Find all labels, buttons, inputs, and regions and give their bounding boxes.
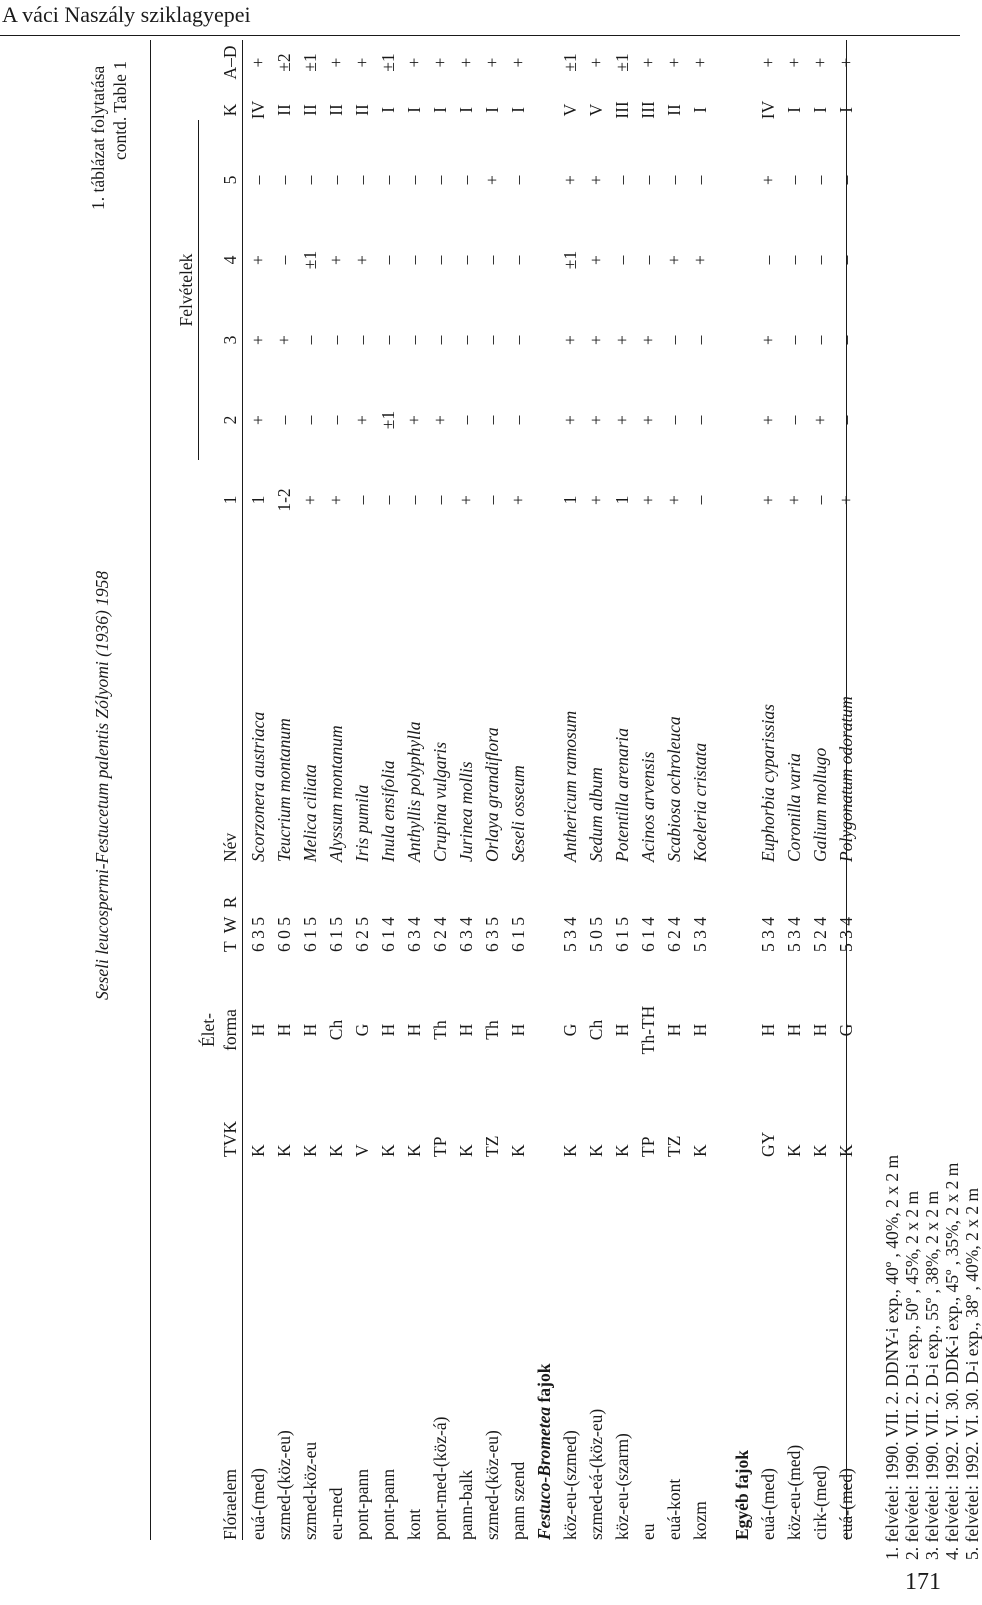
cell-k: V bbox=[586, 103, 606, 117]
cell-name: Galium mollugo bbox=[810, 747, 830, 862]
cell-v2: – bbox=[836, 415, 856, 425]
cell-flora: szmed-(köz-eu) bbox=[482, 1430, 502, 1540]
cell-ad: ±1 bbox=[560, 53, 580, 72]
cell-v5: – bbox=[664, 175, 684, 185]
header-f2: 2 bbox=[220, 415, 240, 425]
cell-twr: 6 1 5 bbox=[508, 917, 528, 952]
cell-flora: euá-kont bbox=[664, 1478, 684, 1540]
cell-flora: köz-eu-(szarm) bbox=[612, 1433, 632, 1540]
cell-k: IV bbox=[758, 100, 778, 120]
cell-v1: + bbox=[508, 495, 528, 505]
cell-v4: – bbox=[508, 255, 528, 265]
cell-v3: – bbox=[352, 335, 372, 345]
cell-v4: – bbox=[482, 255, 502, 265]
cell-tvk: K bbox=[456, 1144, 476, 1157]
cell-k: I bbox=[378, 107, 398, 113]
cell-v5: – bbox=[810, 175, 830, 185]
cell-k: II bbox=[352, 104, 372, 116]
cell-v3: + bbox=[248, 335, 268, 345]
cell-tvk: K bbox=[274, 1144, 294, 1157]
cell-ef: H bbox=[456, 1023, 476, 1037]
cell-tvk: K bbox=[560, 1144, 580, 1157]
cell-tvk: K bbox=[836, 1144, 856, 1157]
cell-ad: + bbox=[326, 57, 346, 68]
cell-v2: – bbox=[274, 415, 294, 425]
cell-tvk: K bbox=[690, 1144, 710, 1157]
header-f1: 1 bbox=[220, 495, 240, 505]
cell-ef: H bbox=[248, 1023, 268, 1037]
cell-tvk: K bbox=[326, 1144, 346, 1157]
cell-k: I bbox=[508, 107, 528, 113]
cell-k: I bbox=[482, 107, 502, 113]
cell-tvk: K bbox=[300, 1144, 320, 1157]
cell-ad: + bbox=[404, 57, 424, 68]
header-eletforma-1: Élet- bbox=[198, 1013, 218, 1048]
cell-v3: – bbox=[836, 335, 856, 345]
cell-name: Inula ensifolia bbox=[378, 760, 398, 862]
cell-v3: – bbox=[430, 335, 450, 345]
cell-ef: H bbox=[664, 1023, 684, 1037]
cell-name: Jurinea mollis bbox=[456, 761, 476, 862]
cell-twr: 5 0 5 bbox=[586, 917, 606, 952]
cell-twr: 6 2 4 bbox=[664, 917, 684, 952]
cell-v2: + bbox=[352, 415, 372, 425]
cell-v2: ±1 bbox=[378, 410, 398, 430]
cell-tvk: TP bbox=[638, 1136, 658, 1157]
cell-v2: + bbox=[430, 415, 450, 425]
cell-ef: H bbox=[612, 1023, 632, 1037]
cell-v2: + bbox=[586, 415, 606, 425]
cell-v2: + bbox=[560, 415, 580, 425]
cell-name: Teucrium montanum bbox=[274, 718, 294, 862]
cell-v2: + bbox=[248, 415, 268, 425]
cell-twr: 6 1 5 bbox=[300, 917, 320, 952]
cell-v3: – bbox=[404, 335, 424, 345]
header-f4: 4 bbox=[220, 255, 240, 265]
cell-flora: szmed-eá-(köz-eu) bbox=[586, 1408, 606, 1540]
table-top-rule bbox=[150, 40, 151, 1540]
cell-tvk: K bbox=[248, 1144, 268, 1157]
cell-ef: H bbox=[784, 1023, 804, 1037]
cell-tvk: GY bbox=[758, 1131, 778, 1157]
cell-ef: H bbox=[758, 1023, 778, 1037]
cell-k: II bbox=[326, 104, 346, 116]
cell-v5: – bbox=[456, 175, 476, 185]
cell-v1: – bbox=[810, 495, 830, 505]
cell-v3: + bbox=[560, 335, 580, 345]
cell-twr: 6 0 5 bbox=[274, 917, 294, 952]
cell-k: I bbox=[690, 107, 710, 113]
cell-v1: + bbox=[326, 495, 346, 505]
header-ad: A–D bbox=[220, 45, 240, 80]
cell-ad: ±1 bbox=[378, 53, 398, 72]
cell-v2: – bbox=[456, 415, 476, 425]
cell-ef: Th-TH bbox=[638, 1005, 658, 1055]
cell-v3: + bbox=[638, 335, 658, 345]
cell-v2: – bbox=[784, 415, 804, 425]
cell-twr: 6 1 5 bbox=[612, 917, 632, 952]
cell-tvk: V bbox=[352, 1144, 372, 1157]
cell-flora: köz-eu-(szmed) bbox=[560, 1430, 580, 1540]
cell-ef: Th bbox=[430, 1020, 450, 1040]
cell-v4: – bbox=[274, 255, 294, 265]
cell-ad: + bbox=[690, 57, 710, 68]
cell-flora: euá-(med) bbox=[836, 1468, 856, 1540]
cell-twr: 5 3 4 bbox=[690, 917, 710, 952]
cell-v1: + bbox=[638, 495, 658, 505]
section-title-festuco-brometea bbox=[534, 1364, 554, 1540]
cell-ef: G bbox=[352, 1023, 372, 1037]
cell-name: Anthericum ramosum bbox=[560, 710, 580, 862]
cell-v5: + bbox=[560, 175, 580, 185]
cell-v3: – bbox=[784, 335, 804, 345]
cell-twr: 6 1 4 bbox=[638, 917, 658, 952]
cell-flora: eu bbox=[638, 1523, 658, 1540]
cell-v4: + bbox=[352, 255, 372, 265]
cell-k: I bbox=[784, 107, 804, 113]
cell-name: Melica ciliata bbox=[300, 764, 320, 862]
cell-v1: 1 bbox=[248, 495, 268, 505]
cell-k: II bbox=[274, 104, 294, 116]
cell-v1: + bbox=[456, 495, 476, 505]
cell-v3: – bbox=[378, 335, 398, 345]
footnote-line: 5. felvétel: 1992. VI. 30. D-i exp., 38º , 40%, 2 x 2 m bbox=[962, 1187, 982, 1560]
cell-tvk: K bbox=[784, 1144, 804, 1157]
cell-v4: – bbox=[456, 255, 476, 265]
cell-name: Koeleria cristata bbox=[690, 742, 710, 862]
cell-v5: – bbox=[508, 175, 528, 185]
cell-v5: + bbox=[586, 175, 606, 185]
cell-ad: ±1 bbox=[300, 53, 320, 72]
cell-v4: – bbox=[404, 255, 424, 265]
cell-v3: – bbox=[508, 335, 528, 345]
cell-name: Polygonatum odoratum bbox=[836, 696, 856, 862]
cell-flora: cirk-(med) bbox=[810, 1465, 830, 1540]
cell-v1: – bbox=[378, 495, 398, 505]
cell-flora: euá-(med) bbox=[248, 1468, 268, 1540]
cell-ef: Ch bbox=[326, 1019, 346, 1041]
cell-v2: + bbox=[758, 415, 778, 425]
rotated-table bbox=[80, 40, 860, 1540]
cell-v5: – bbox=[836, 175, 856, 185]
cell-ef: G bbox=[836, 1023, 856, 1037]
cell-tvk: K bbox=[810, 1144, 830, 1157]
cell-ad: + bbox=[482, 57, 502, 68]
cell-tvk: K bbox=[612, 1144, 632, 1157]
cell-v4: ±1 bbox=[300, 250, 320, 270]
cell-twr: 6 3 5 bbox=[482, 917, 502, 952]
cell-ef: H bbox=[274, 1023, 294, 1037]
cell-v1: 1-2 bbox=[274, 488, 294, 512]
cell-v2: – bbox=[326, 415, 346, 425]
cell-v3: – bbox=[690, 335, 710, 345]
cell-ef: H bbox=[690, 1023, 710, 1037]
cell-v3: + bbox=[274, 335, 294, 345]
cell-v1: + bbox=[836, 495, 856, 505]
felvetelek-rule bbox=[198, 120, 199, 460]
cell-name: Euphorbia cyparissias bbox=[758, 704, 778, 862]
header-eletforma-2: forma bbox=[220, 1009, 240, 1051]
header-nev: Név bbox=[220, 832, 240, 862]
cell-v3: + bbox=[758, 335, 778, 345]
cell-flora: kozm bbox=[690, 1501, 710, 1540]
cell-flora: pont-pann bbox=[378, 1469, 398, 1540]
cell-flora: kont bbox=[404, 1508, 424, 1540]
cell-ef: H bbox=[300, 1023, 320, 1037]
cell-ef: Th bbox=[482, 1020, 502, 1040]
cell-ef: H bbox=[810, 1023, 830, 1037]
cell-name: Coronilla varia bbox=[784, 753, 804, 862]
cell-tvk: TZ bbox=[664, 1135, 684, 1157]
header-tvk: TVK bbox=[220, 1121, 240, 1157]
header-f5: 5 bbox=[220, 175, 240, 185]
cell-name: Orlaya grandiflora bbox=[482, 727, 502, 862]
cell-v3: – bbox=[300, 335, 320, 345]
cell-v5: – bbox=[430, 175, 450, 185]
cell-v4: – bbox=[810, 255, 830, 265]
cell-v2: + bbox=[404, 415, 424, 425]
cell-v4: + bbox=[690, 255, 710, 265]
continuation-hu: 1. táblázat folytatása bbox=[88, 65, 108, 210]
cell-twr: 6 3 4 bbox=[456, 917, 476, 952]
cell-v5: – bbox=[326, 175, 346, 185]
cell-v4: – bbox=[612, 255, 632, 265]
cell-v1: – bbox=[482, 495, 502, 505]
cell-v4: – bbox=[758, 255, 778, 265]
cell-flora: pann szend bbox=[508, 1461, 528, 1540]
cell-twr: 5 2 4 bbox=[810, 917, 830, 952]
cell-flora: pann-balk bbox=[456, 1470, 476, 1540]
cell-v5: – bbox=[300, 175, 320, 185]
cell-v3: + bbox=[586, 335, 606, 345]
cell-k: IV bbox=[248, 100, 268, 120]
cell-tvk: TP bbox=[430, 1136, 450, 1157]
cell-k: II bbox=[300, 104, 320, 116]
section-title-italic: Festuco-Brometea bbox=[534, 1406, 554, 1540]
cell-name: Iris pumila bbox=[352, 784, 372, 862]
cell-name: Seseli osseum bbox=[508, 765, 528, 862]
cell-v3: – bbox=[810, 335, 830, 345]
section-title-egyeb: Egyéb fajok bbox=[732, 1450, 752, 1540]
cell-v1: – bbox=[430, 495, 450, 505]
cell-v1: – bbox=[404, 495, 424, 505]
cell-tvk: K bbox=[378, 1144, 398, 1157]
cell-flora: szmed-(köz-eu) bbox=[274, 1430, 294, 1540]
cell-ef: H bbox=[378, 1023, 398, 1037]
cell-ad: + bbox=[664, 57, 684, 68]
cell-ad: + bbox=[638, 57, 658, 68]
cell-v3: + bbox=[612, 335, 632, 345]
cell-k: I bbox=[810, 107, 830, 113]
cell-name: Potentilla arenaria bbox=[612, 728, 632, 862]
cell-name: Anthyllis polyphylla bbox=[404, 721, 424, 862]
cell-k: II bbox=[664, 104, 684, 116]
cell-ad: + bbox=[586, 57, 606, 68]
cell-v2: + bbox=[810, 415, 830, 425]
cell-ad: ±2 bbox=[274, 53, 294, 72]
cell-tvk: K bbox=[404, 1144, 424, 1157]
cell-twr: 6 1 4 bbox=[378, 917, 398, 952]
cell-v4: – bbox=[784, 255, 804, 265]
footnote-line: 1. felvétel: 1990. VII. 2. DDNY-i exp., 40º , 40%, 2 x 2 m bbox=[882, 1154, 902, 1560]
cell-v2: + bbox=[638, 415, 658, 425]
running-head: A váci Naszály sziklagyepei bbox=[2, 2, 251, 27]
cell-v1: + bbox=[758, 495, 778, 505]
cell-k: I bbox=[456, 107, 476, 113]
cell-name: Acinos arvensis bbox=[638, 751, 658, 862]
cell-twr: 6 3 5 bbox=[248, 917, 268, 952]
cell-v4: + bbox=[586, 255, 606, 265]
cell-v5: – bbox=[612, 175, 632, 185]
cell-v2: – bbox=[482, 415, 502, 425]
cell-name: Crupina vulgaris bbox=[430, 741, 450, 862]
cell-v5: – bbox=[784, 175, 804, 185]
cell-ad: ±1 bbox=[612, 53, 632, 72]
cell-v1: + bbox=[586, 495, 606, 505]
cell-v2: – bbox=[690, 415, 710, 425]
cell-twr: 6 2 5 bbox=[352, 917, 372, 952]
cell-v2: – bbox=[300, 415, 320, 425]
cell-flora: eu-med bbox=[326, 1487, 346, 1540]
cell-tvk: K bbox=[508, 1144, 528, 1157]
cell-ef: H bbox=[508, 1023, 528, 1037]
cell-ad: + bbox=[430, 57, 450, 68]
header-f3: 3 bbox=[220, 335, 240, 345]
continuation-en: contd. Table 1 bbox=[110, 60, 130, 160]
cell-flora: euá-(med) bbox=[758, 1468, 778, 1540]
cell-flora: pont-med-(köz-á) bbox=[430, 1416, 450, 1540]
cell-v4: – bbox=[638, 255, 658, 265]
cell-v2: – bbox=[508, 415, 528, 425]
header-felvetelek: Felvételek bbox=[176, 253, 196, 327]
cell-ef: Ch bbox=[586, 1019, 606, 1041]
page-number: 171 bbox=[905, 1569, 941, 1595]
cell-twr: 6 3 4 bbox=[404, 917, 424, 952]
cell-twr: 5 3 4 bbox=[784, 917, 804, 952]
cell-v5: – bbox=[638, 175, 658, 185]
cell-v5: – bbox=[274, 175, 294, 185]
cell-v4: – bbox=[378, 255, 398, 265]
cell-v5: – bbox=[690, 175, 710, 185]
cell-v3: – bbox=[326, 335, 346, 345]
cell-v5: – bbox=[378, 175, 398, 185]
cell-k: I bbox=[404, 107, 424, 113]
cell-v3: – bbox=[456, 335, 476, 345]
cell-v5: – bbox=[248, 175, 268, 185]
cell-ad: + bbox=[810, 57, 830, 68]
cell-v1: – bbox=[690, 495, 710, 505]
cell-tvk: TZ bbox=[482, 1135, 502, 1157]
cell-name: Alyssum montanum bbox=[326, 725, 346, 862]
cell-ad: + bbox=[836, 57, 856, 68]
cell-v2: – bbox=[664, 415, 684, 425]
cell-v1: – bbox=[352, 495, 372, 505]
cell-flora: szmed-köz-eu bbox=[300, 1441, 320, 1540]
cell-twr: 5 3 4 bbox=[560, 917, 580, 952]
cell-ad: + bbox=[456, 57, 476, 68]
cell-v4: + bbox=[248, 255, 268, 265]
cell-ad: + bbox=[352, 57, 372, 68]
cell-ef: H bbox=[404, 1023, 424, 1037]
cell-flora: köz-eu-(med) bbox=[784, 1444, 804, 1540]
cell-v4: ±1 bbox=[560, 250, 580, 270]
cell-name: Sedum album bbox=[586, 767, 606, 862]
cell-twr: 6 1 5 bbox=[326, 917, 346, 952]
cell-v1: 1 bbox=[612, 495, 632, 505]
cell-name: Scorzonera austriaca bbox=[248, 711, 268, 862]
cell-v3: – bbox=[664, 335, 684, 345]
cell-k: III bbox=[612, 101, 632, 119]
cell-flora: pont-pann bbox=[352, 1469, 372, 1540]
header-twr: T W R bbox=[220, 896, 240, 952]
table-header-rule bbox=[242, 40, 243, 1540]
cell-v1: + bbox=[784, 495, 804, 505]
footnote-line: 3. felvétel: 1990. VII. 2. D-i exp., 55º , 38%, 2 x 2 m bbox=[922, 1190, 942, 1560]
cell-v4: – bbox=[836, 255, 856, 265]
cell-v2: + bbox=[612, 415, 632, 425]
cell-ad: + bbox=[508, 57, 528, 68]
cell-v4: + bbox=[664, 255, 684, 265]
cell-tvk: K bbox=[586, 1144, 606, 1157]
cell-v5: + bbox=[758, 175, 778, 185]
cell-v1: + bbox=[300, 495, 320, 505]
table-title: Seseli leucospermi-Festucetum palentis Zólyomi (1936) 1958 bbox=[92, 570, 112, 1000]
cell-ef: G bbox=[560, 1023, 580, 1037]
cell-v3: – bbox=[482, 335, 502, 345]
cell-twr: 5 3 4 bbox=[758, 917, 778, 952]
cell-k: V bbox=[560, 103, 580, 117]
footnote-line: 2. felvétel: 1990. VII. 2. D-i exp., 50º , 45%, 2 x 2 m bbox=[902, 1190, 922, 1560]
cell-v1: + bbox=[664, 495, 684, 505]
cell-v5: – bbox=[404, 175, 424, 185]
cell-v5: – bbox=[352, 175, 372, 185]
cell-v4: – bbox=[430, 255, 450, 265]
cell-name: Scabiosa ochroleuca bbox=[664, 716, 684, 862]
cell-twr: 5 3 4 bbox=[836, 917, 856, 952]
cell-ad: + bbox=[758, 57, 778, 68]
cell-v1: 1 bbox=[560, 495, 580, 505]
cell-ad: + bbox=[784, 57, 804, 68]
cell-k: I bbox=[430, 107, 450, 113]
cell-k: I bbox=[836, 107, 856, 113]
cell-k: III bbox=[638, 101, 658, 119]
section-title-rest: fajok bbox=[534, 1363, 554, 1407]
header-floraelem: Flóraelem bbox=[220, 1469, 240, 1540]
cell-v5: + bbox=[482, 175, 502, 185]
cell-ad: + bbox=[248, 57, 268, 68]
cell-v4: + bbox=[326, 255, 346, 265]
cell-twr: 6 2 4 bbox=[430, 917, 450, 952]
footnote-line: 4. felvétel: 1992. VI. 30. DDK-i exp., 45º , 35%, 2 x 2 m bbox=[942, 1162, 962, 1560]
header-k: K bbox=[220, 103, 240, 117]
